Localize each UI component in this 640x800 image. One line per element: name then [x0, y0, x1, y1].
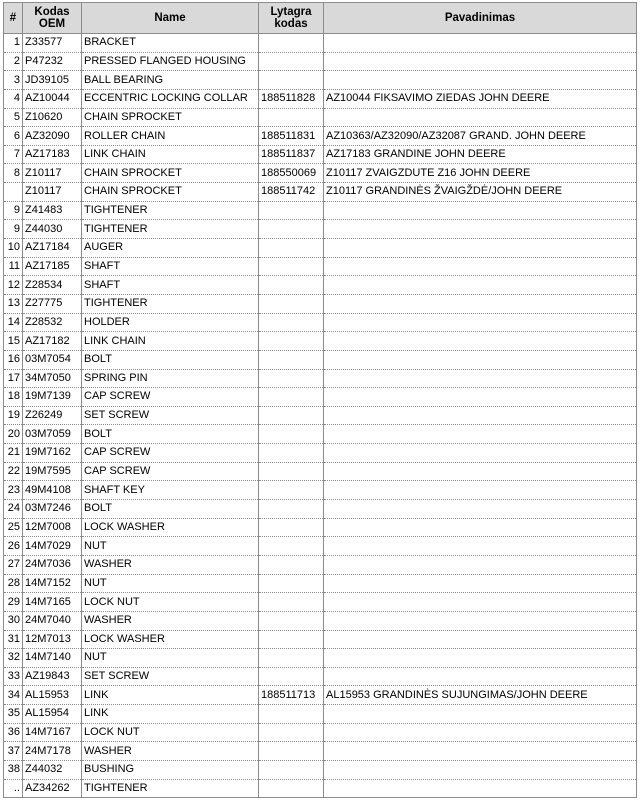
cell-name: CHAIN SPROCKET	[82, 164, 259, 183]
table-row	[4, 145, 637, 164]
header-name: Name	[82, 3, 259, 34]
cell-kodas-oem: AZ17185	[23, 257, 82, 276]
cell-lytagra-kodas	[259, 779, 324, 798]
cell-lytagra-kodas	[259, 667, 324, 686]
header-row	[4, 3, 637, 34]
cell-kodas-oem: 14M7029	[23, 537, 82, 556]
cell-pavadinimas	[324, 313, 637, 332]
cell-number	[4, 183, 23, 202]
cell-name: SHAFT	[82, 276, 259, 295]
cell-lytagra-kodas	[259, 294, 324, 313]
cell-pavadinimas	[324, 369, 637, 388]
cell-pavadinimas: Z10117 GRANDINĖS ŽVAIGŽDĖ/JOHN DEERE	[324, 183, 637, 202]
cell-lytagra-kodas: 188550069	[259, 164, 324, 183]
cell-kodas-oem: JD39105	[23, 71, 82, 90]
cell-pavadinimas	[324, 760, 637, 779]
cell-pavadinimas	[324, 555, 637, 574]
cell-number: 9	[4, 201, 23, 220]
cell-number: 14	[4, 313, 23, 332]
cell-name: AUGER	[82, 239, 259, 258]
cell-number: 17	[4, 369, 23, 388]
cell-pavadinimas	[324, 630, 637, 649]
cell-pavadinimas	[324, 425, 637, 444]
cell-name: CHAIN SPROCKET	[82, 183, 259, 202]
table-row	[4, 686, 637, 705]
cell-lytagra-kodas	[259, 500, 324, 519]
cell-lytagra-kodas	[259, 388, 324, 407]
table-row	[4, 239, 637, 258]
cell-pavadinimas	[324, 593, 637, 612]
cell-lytagra-kodas	[259, 742, 324, 761]
cell-pavadinimas	[324, 276, 637, 295]
cell-pavadinimas	[324, 500, 637, 519]
cell-pavadinimas	[324, 667, 637, 686]
cell-kodas-oem: Z10117	[23, 164, 82, 183]
table-row	[4, 649, 637, 668]
cell-lytagra-kodas	[259, 649, 324, 668]
cell-lytagra-kodas	[259, 257, 324, 276]
cell-number: 36	[4, 723, 23, 742]
header-lytagra-line2: kodas	[274, 18, 308, 30]
table-row	[4, 388, 637, 407]
cell-number: 13	[4, 294, 23, 313]
cell-number: 16	[4, 350, 23, 369]
cell-kodas-oem: 24M7178	[23, 742, 82, 761]
cell-lytagra-kodas	[259, 705, 324, 724]
cell-lytagra-kodas: 188511837	[259, 145, 324, 164]
cell-kodas-oem: AZ10044	[23, 89, 82, 108]
cell-lytagra-kodas: 188511713	[259, 686, 324, 705]
cell-lytagra-kodas: 188511828	[259, 89, 324, 108]
header-lytagra-line1: Lytagra	[270, 6, 312, 18]
cell-number: 18	[4, 388, 23, 407]
table-row	[4, 462, 637, 481]
cell-number: 12	[4, 276, 23, 295]
cell-number: 24	[4, 500, 23, 519]
cell-number: 22	[4, 462, 23, 481]
cell-lytagra-kodas	[259, 108, 324, 127]
cell-kodas-oem: 12M7008	[23, 518, 82, 537]
cell-lytagra-kodas	[259, 481, 324, 500]
cell-kodas-oem: Z10620	[23, 108, 82, 127]
table-row	[4, 294, 637, 313]
cell-name: TIGHTENER	[82, 779, 259, 798]
cell-lytagra-kodas	[259, 444, 324, 463]
cell-pavadinimas	[324, 220, 637, 239]
cell-number: 32	[4, 649, 23, 668]
cell-lytagra-kodas	[259, 593, 324, 612]
cell-name: CHAIN SPROCKET	[82, 108, 259, 127]
table-row	[4, 183, 637, 202]
cell-kodas-oem: Z33577	[23, 34, 82, 53]
table-row	[4, 537, 637, 556]
cell-name: BRACKET	[82, 34, 259, 53]
cell-kodas-oem: Z26249	[23, 406, 82, 425]
cell-kodas-oem: 34M7050	[23, 369, 82, 388]
cell-name: LINK	[82, 686, 259, 705]
table-row	[4, 779, 637, 798]
cell-kodas-oem: 03M7059	[23, 425, 82, 444]
header-lytagra-kodas	[259, 3, 324, 34]
cell-number: 9	[4, 220, 23, 239]
header-kodas-oem	[23, 3, 82, 34]
cell-number: 5	[4, 108, 23, 127]
cell-name: LINK	[82, 705, 259, 724]
cell-pavadinimas	[324, 406, 637, 425]
cell-number: 3	[4, 71, 23, 90]
table-row	[4, 723, 637, 742]
table-row	[4, 406, 637, 425]
cell-name: BUSHING	[82, 760, 259, 779]
cell-name: TIGHTENER	[82, 220, 259, 239]
cell-pavadinimas	[324, 742, 637, 761]
cell-name: SPRING PIN	[82, 369, 259, 388]
cell-kodas-oem: Z28534	[23, 276, 82, 295]
cell-number: 29	[4, 593, 23, 612]
cell-number: 25	[4, 518, 23, 537]
cell-kodas-oem: Z44032	[23, 760, 82, 779]
table-row	[4, 108, 637, 127]
cell-pavadinimas	[324, 239, 637, 258]
cell-kodas-oem: 14M7165	[23, 593, 82, 612]
table-row	[4, 127, 637, 146]
cell-kodas-oem: AZ17182	[23, 332, 82, 351]
cell-name: NUT	[82, 649, 259, 668]
cell-number: 8	[4, 164, 23, 183]
cell-number: 7	[4, 145, 23, 164]
cell-lytagra-kodas	[259, 369, 324, 388]
cell-kodas-oem: AL15954	[23, 705, 82, 724]
cell-number: 11	[4, 257, 23, 276]
table-row	[4, 257, 637, 276]
cell-number: 23	[4, 481, 23, 500]
cell-kodas-oem: 14M7152	[23, 574, 82, 593]
cell-pavadinimas	[324, 350, 637, 369]
table-row	[4, 369, 637, 388]
cell-lytagra-kodas: 188511742	[259, 183, 324, 202]
table-row	[4, 71, 637, 90]
cell-kodas-oem: 12M7013	[23, 630, 82, 649]
cell-pavadinimas	[324, 779, 637, 798]
cell-lytagra-kodas	[259, 611, 324, 630]
cell-number: 1	[4, 34, 23, 53]
cell-pavadinimas	[324, 723, 637, 742]
cell-pavadinimas	[324, 705, 637, 724]
cell-number: 35	[4, 705, 23, 724]
cell-name: SHAFT KEY	[82, 481, 259, 500]
cell-name: LINK CHAIN	[82, 332, 259, 351]
cell-number: 30	[4, 611, 23, 630]
cell-number: 33	[4, 667, 23, 686]
cell-name: PRESSED FLANGED HOUSING	[82, 52, 259, 71]
cell-name: LOCK NUT	[82, 593, 259, 612]
cell-lytagra-kodas	[259, 537, 324, 556]
cell-pavadinimas: AZ10363/AZ32090/AZ32087 GRAND. JOHN DEERE	[324, 127, 637, 146]
cell-pavadinimas: AZ17183 GRANDINE JOHN DEERE	[324, 145, 637, 164]
table-row	[4, 444, 637, 463]
cell-number: 38	[4, 760, 23, 779]
cell-number: 6	[4, 127, 23, 146]
table-row	[4, 220, 637, 239]
cell-lytagra-kodas	[259, 239, 324, 258]
cell-lytagra-kodas	[259, 34, 324, 53]
cell-pavadinimas	[324, 481, 637, 500]
table-row	[4, 350, 637, 369]
cell-name: NUT	[82, 574, 259, 593]
cell-number: 27	[4, 555, 23, 574]
table-row	[4, 276, 637, 295]
cell-number: 20	[4, 425, 23, 444]
cell-kodas-oem: P47232	[23, 52, 82, 71]
cell-pavadinimas	[324, 71, 637, 90]
cell-name: SET SCREW	[82, 667, 259, 686]
cell-pavadinimas: AZ10044 FIKSAVIMO ZIEDAS JOHN DEERE	[324, 89, 637, 108]
cell-lytagra-kodas	[259, 406, 324, 425]
cell-name: HOLDER	[82, 313, 259, 332]
table-row	[4, 34, 637, 53]
cell-number: 28	[4, 574, 23, 593]
cell-name: BOLT	[82, 350, 259, 369]
table-row	[4, 705, 637, 724]
table-row	[4, 425, 637, 444]
table-row	[4, 518, 637, 537]
cell-number: 15	[4, 332, 23, 351]
cell-name: WASHER	[82, 611, 259, 630]
cell-kodas-oem: 03M7246	[23, 500, 82, 519]
cell-kodas-oem: Z44030	[23, 220, 82, 239]
table-row	[4, 89, 637, 108]
cell-pavadinimas	[324, 649, 637, 668]
cell-kodas-oem: 49M4108	[23, 481, 82, 500]
table-row	[4, 201, 637, 220]
cell-lytagra-kodas	[259, 630, 324, 649]
cell-name: LOCK WASHER	[82, 630, 259, 649]
cell-pavadinimas	[324, 574, 637, 593]
cell-number: 21	[4, 444, 23, 463]
table-row	[4, 52, 637, 71]
cell-name: BALL BEARING	[82, 71, 259, 90]
table-row	[4, 611, 637, 630]
cell-number: 2	[4, 52, 23, 71]
cell-number: 37	[4, 742, 23, 761]
cell-lytagra-kodas	[259, 276, 324, 295]
cell-name: BOLT	[82, 425, 259, 444]
parts-table	[3, 2, 637, 798]
cell-kodas-oem: 24M7036	[23, 555, 82, 574]
cell-name: ECCENTRIC LOCKING COLLAR	[82, 89, 259, 108]
cell-lytagra-kodas	[259, 332, 324, 351]
cell-name: BOLT	[82, 500, 259, 519]
cell-pavadinimas	[324, 444, 637, 463]
cell-lytagra-kodas	[259, 220, 324, 239]
cell-number: ..	[4, 779, 23, 798]
cell-pavadinimas	[324, 201, 637, 220]
cell-kodas-oem: 03M7054	[23, 350, 82, 369]
table-row	[4, 500, 637, 519]
header-pavadinimas: Pavadinimas	[324, 3, 637, 34]
cell-name: CAP SCREW	[82, 444, 259, 463]
cell-lytagra-kodas	[259, 760, 324, 779]
header-kodas-line1: Kodas	[34, 6, 70, 18]
cell-name: LOCK NUT	[82, 723, 259, 742]
cell-pavadinimas: Z10117 ZVAIGZDUTE Z16 JOHN DEERE	[324, 164, 637, 183]
cell-number: 26	[4, 537, 23, 556]
cell-name: WASHER	[82, 555, 259, 574]
cell-kodas-oem: Z10117	[23, 183, 82, 202]
table-row	[4, 332, 637, 351]
cell-pavadinimas: AL15953 GRANDINĖS SUJUNGIMAS/JOHN DEERE	[324, 686, 637, 705]
cell-number: 10	[4, 239, 23, 258]
cell-kodas-oem: 24M7040	[23, 611, 82, 630]
table-row	[4, 667, 637, 686]
cell-lytagra-kodas	[259, 52, 324, 71]
table-row	[4, 481, 637, 500]
cell-lytagra-kodas	[259, 350, 324, 369]
cell-lytagra-kodas	[259, 313, 324, 332]
cell-lytagra-kodas	[259, 723, 324, 742]
table-row	[4, 574, 637, 593]
cell-kodas-oem: AZ17183	[23, 145, 82, 164]
cell-kodas-oem: 14M7140	[23, 649, 82, 668]
cell-name: CAP SCREW	[82, 462, 259, 481]
cell-pavadinimas	[324, 34, 637, 53]
cell-name: SET SCREW	[82, 406, 259, 425]
table-row	[4, 760, 637, 779]
cell-lytagra-kodas	[259, 462, 324, 481]
cell-number: 34	[4, 686, 23, 705]
cell-number: 31	[4, 630, 23, 649]
table-row	[4, 593, 637, 612]
cell-pavadinimas	[324, 518, 637, 537]
cell-kodas-oem: Z27775	[23, 294, 82, 313]
table-row	[4, 742, 637, 761]
cell-kodas-oem: AZ32090	[23, 127, 82, 146]
cell-kodas-oem: 19M7595	[23, 462, 82, 481]
cell-pavadinimas	[324, 462, 637, 481]
cell-lytagra-kodas	[259, 555, 324, 574]
cell-pavadinimas	[324, 52, 637, 71]
cell-lytagra-kodas	[259, 518, 324, 537]
cell-lytagra-kodas	[259, 425, 324, 444]
cell-name: LINK CHAIN	[82, 145, 259, 164]
cell-kodas-oem: AZ34262	[23, 779, 82, 798]
cell-name: ROLLER CHAIN	[82, 127, 259, 146]
table-row	[4, 313, 637, 332]
cell-lytagra-kodas: 188511831	[259, 127, 324, 146]
table-row	[4, 630, 637, 649]
cell-lytagra-kodas	[259, 574, 324, 593]
cell-pavadinimas	[324, 388, 637, 407]
cell-name: CAP SCREW	[82, 388, 259, 407]
cell-name: TIGHTENER	[82, 294, 259, 313]
cell-number: 4	[4, 89, 23, 108]
cell-kodas-oem: Z41483	[23, 201, 82, 220]
cell-pavadinimas	[324, 108, 637, 127]
cell-name: WASHER	[82, 742, 259, 761]
cell-lytagra-kodas	[259, 201, 324, 220]
cell-kodas-oem: 14M7167	[23, 723, 82, 742]
cell-pavadinimas	[324, 537, 637, 556]
cell-kodas-oem: 19M7139	[23, 388, 82, 407]
cell-name: NUT	[82, 537, 259, 556]
cell-kodas-oem: AL15953	[23, 686, 82, 705]
cell-number: 19	[4, 406, 23, 425]
cell-kodas-oem: 19M7162	[23, 444, 82, 463]
cell-name: LOCK WASHER	[82, 518, 259, 537]
table-body	[4, 34, 637, 798]
cell-kodas-oem: Z28532	[23, 313, 82, 332]
header-num: #	[4, 3, 23, 34]
cell-name: SHAFT	[82, 257, 259, 276]
cell-lytagra-kodas	[259, 71, 324, 90]
cell-kodas-oem: AZ17184	[23, 239, 82, 258]
table-row	[4, 555, 637, 574]
cell-name: TIGHTENER	[82, 201, 259, 220]
header-kodas-line2: OEM	[38, 18, 66, 30]
cell-pavadinimas	[324, 294, 637, 313]
cell-pavadinimas	[324, 611, 637, 630]
cell-pavadinimas	[324, 332, 637, 351]
cell-kodas-oem: AZ19843	[23, 667, 82, 686]
cell-pavadinimas	[324, 257, 637, 276]
table-row	[4, 164, 637, 183]
